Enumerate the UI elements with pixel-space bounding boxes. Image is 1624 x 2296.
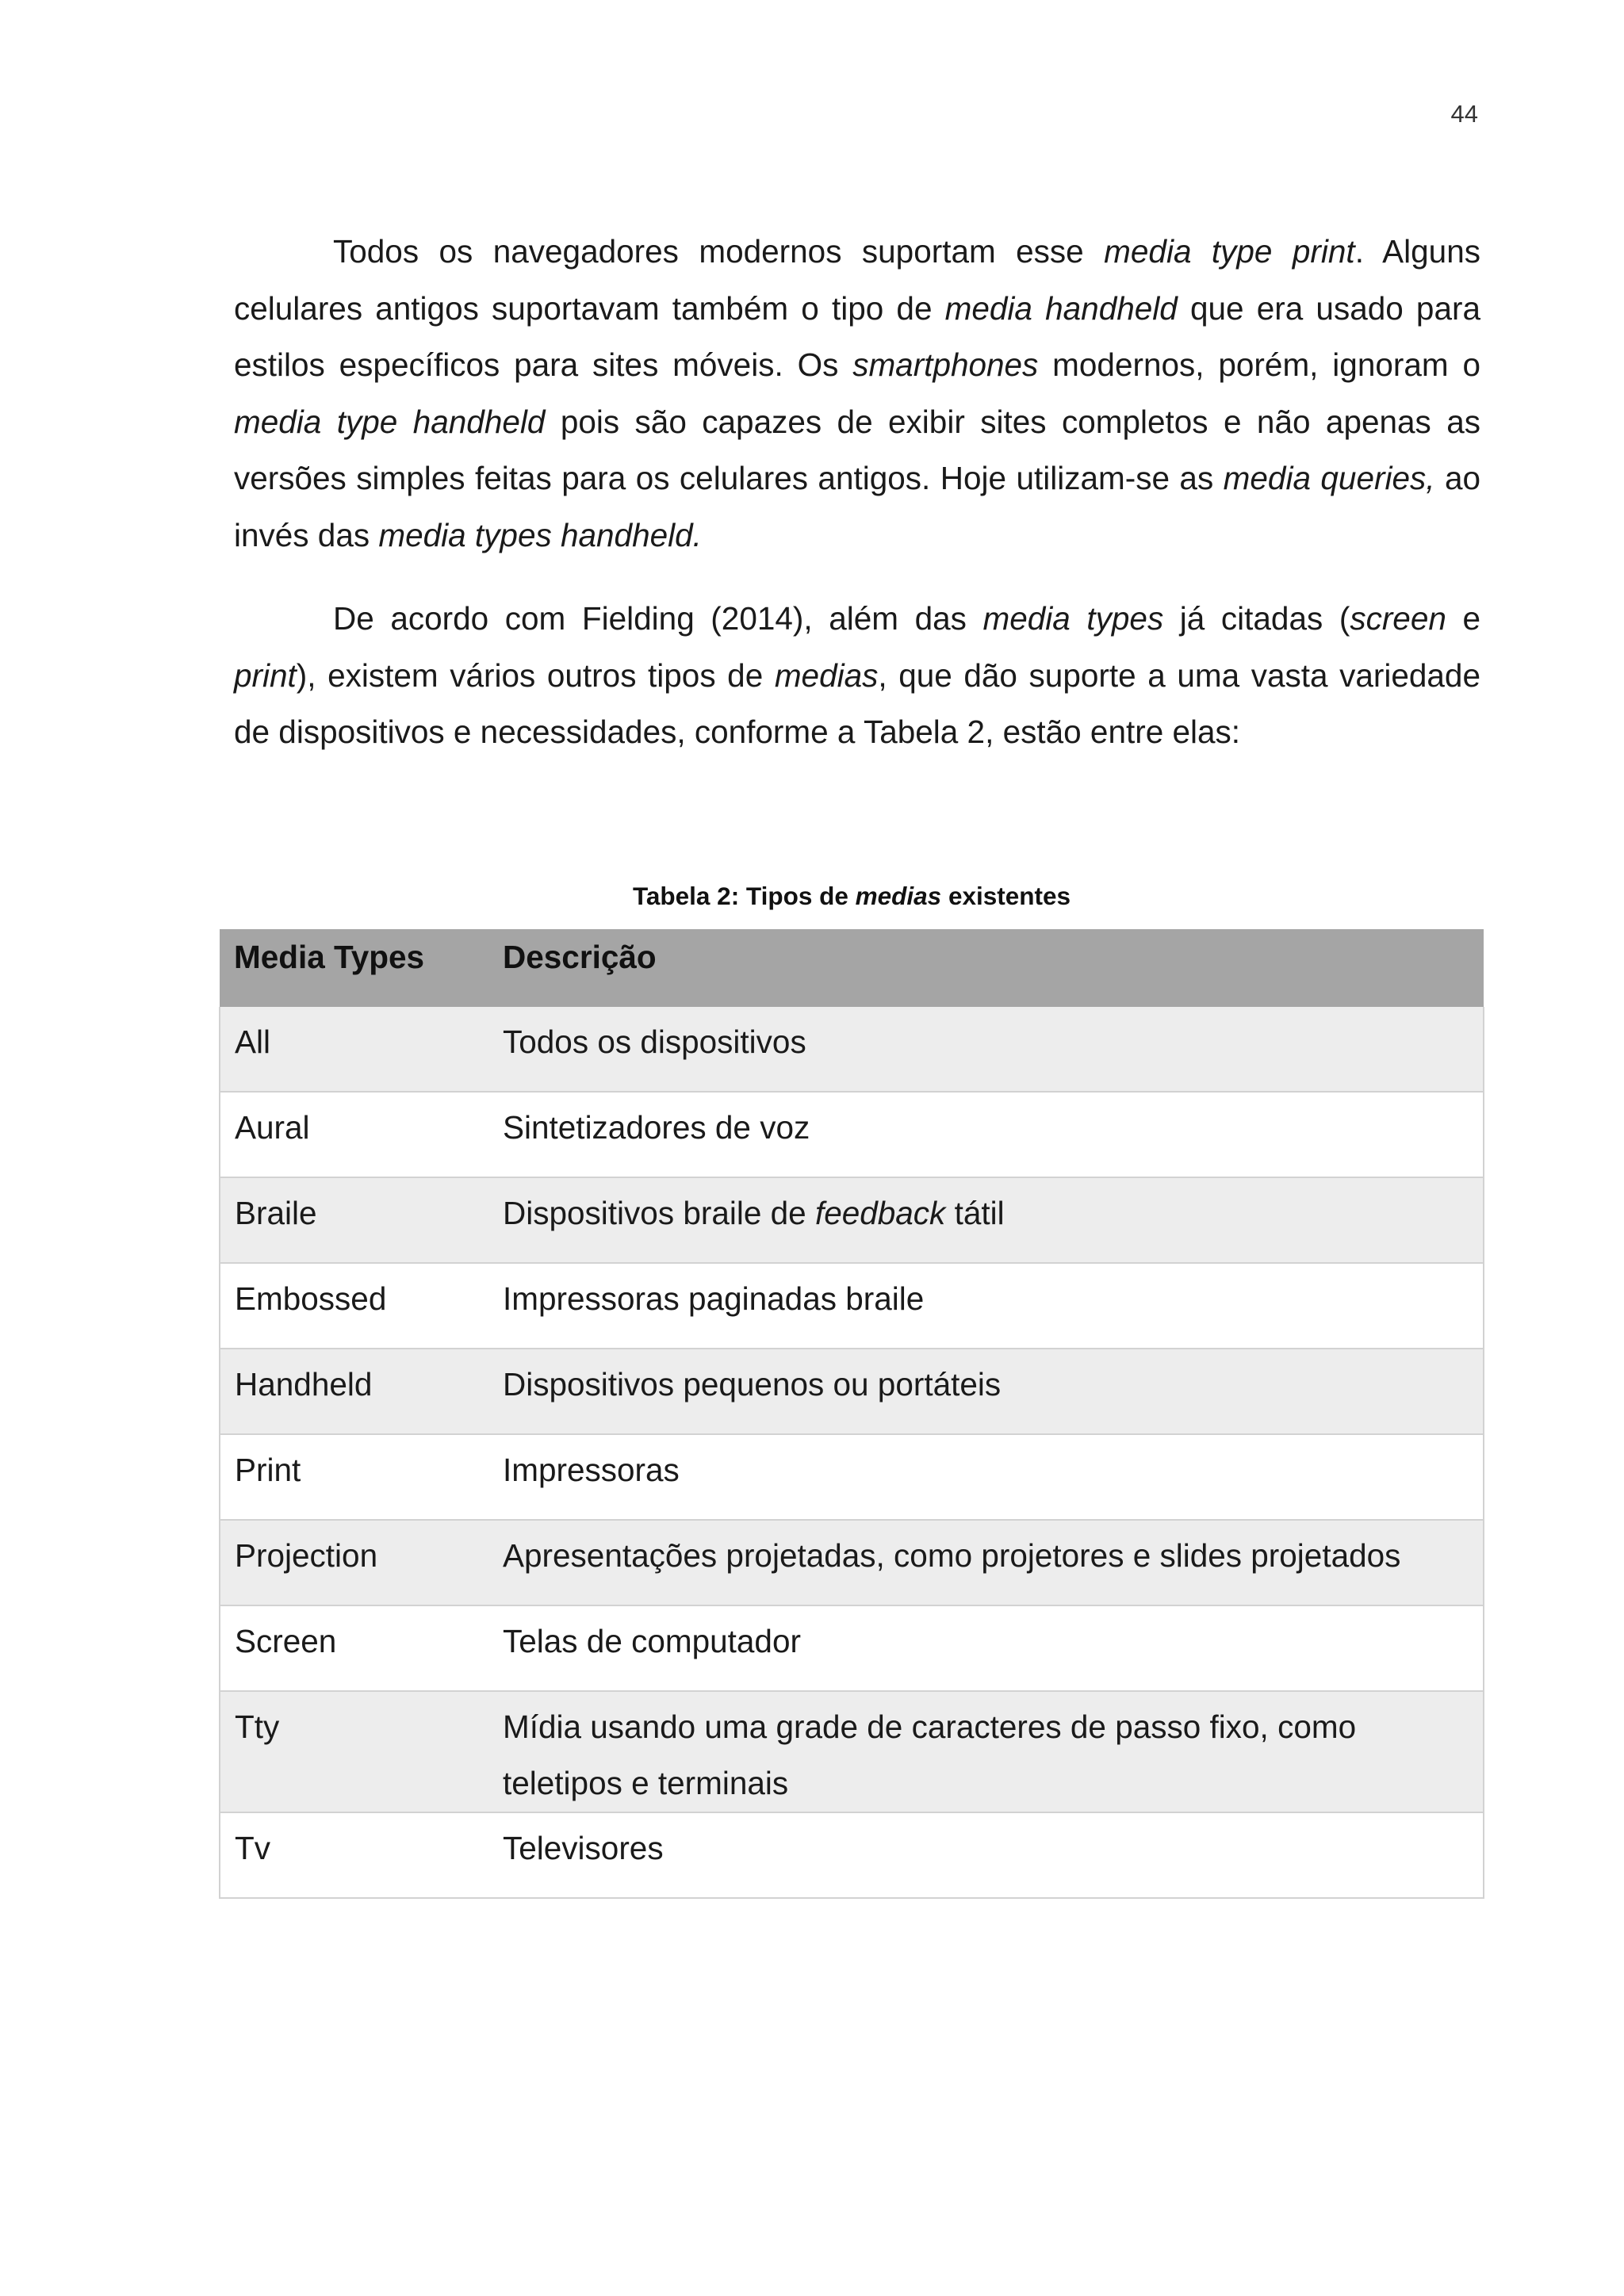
cell-type: Screen	[220, 1605, 488, 1691]
table-row	[220, 1691, 1484, 1812]
cell-description: Sintetizadores de voz	[488, 1092, 1484, 1177]
cell-description: Dispositivos braile de feedback tátil	[488, 1177, 1484, 1263]
cell-description: Impressoras paginadas braile	[488, 1263, 1484, 1349]
cell-description: Mídia usando uma grade de caracteres de passo fixo, como teletipos e terminais	[488, 1691, 1484, 1812]
cell-description: Apresentações projetadas, como projetores e slides projetados	[488, 1520, 1484, 1605]
cell-type: Handheld	[220, 1349, 488, 1434]
cell-type: Print	[220, 1434, 488, 1520]
media-types-table	[219, 929, 1484, 1899]
paragraph-media-type-print: Todos os navegadores modernos suportam esse media type print. Alguns celulares antigos suportavam também o tipo de media handheld que era usado para estilos específicos para sites móveis. Os smartphones modernos, porém, ignoram o media type handheld pois são capazes de exibir sites completos e não apenas as versões simples feitas para os celulares antigos. Hoje utilizam-se as media queries, ao invés das media types handheld.	[234, 233, 1480, 553]
table-row	[220, 1092, 1484, 1177]
page-number: 44	[1450, 100, 1478, 128]
table-row	[220, 1812, 1484, 1898]
cell-description: Impressoras	[488, 1434, 1484, 1520]
cell-type: Tty	[220, 1691, 488, 1812]
body-text	[234, 224, 1480, 761]
cell-description: Dispositivos pequenos ou portáteis	[488, 1349, 1484, 1434]
table-row	[220, 1349, 1484, 1434]
cell-type: Tv	[220, 1812, 488, 1898]
cell-type: Aural	[220, 1092, 488, 1177]
table-row	[220, 1007, 1484, 1092]
header-media-types: Media Types	[220, 929, 488, 1007]
table-row	[220, 1434, 1484, 1520]
table-row	[220, 1520, 1484, 1605]
table-row	[220, 1263, 1484, 1349]
cell-type: Projection	[220, 1520, 488, 1605]
cell-description: Todos os dispositivos	[488, 1007, 1484, 1092]
cell-type: Braile	[220, 1177, 488, 1263]
cell-type: All	[220, 1007, 488, 1092]
cell-description: Televisores	[488, 1812, 1484, 1898]
header-description: Descrição	[488, 929, 1484, 1007]
table-row	[220, 1177, 1484, 1263]
paragraph-fielding: De acordo com Fielding (2014), além das media types já citadas (screen e print), existem vários outros tipos de medias, que dão suporte a uma vasta variedade de dispositivos e necessidades, conforme a Tabela 2, estão entre elas:	[234, 600, 1480, 750]
table-caption: Tabela 2: Tipos de medias existentes	[632, 882, 1071, 910]
cell-type: Embossed	[220, 1263, 488, 1349]
table-row	[220, 1605, 1484, 1691]
table-header-row	[220, 929, 1484, 1007]
cell-description: Telas de computador	[488, 1605, 1484, 1691]
